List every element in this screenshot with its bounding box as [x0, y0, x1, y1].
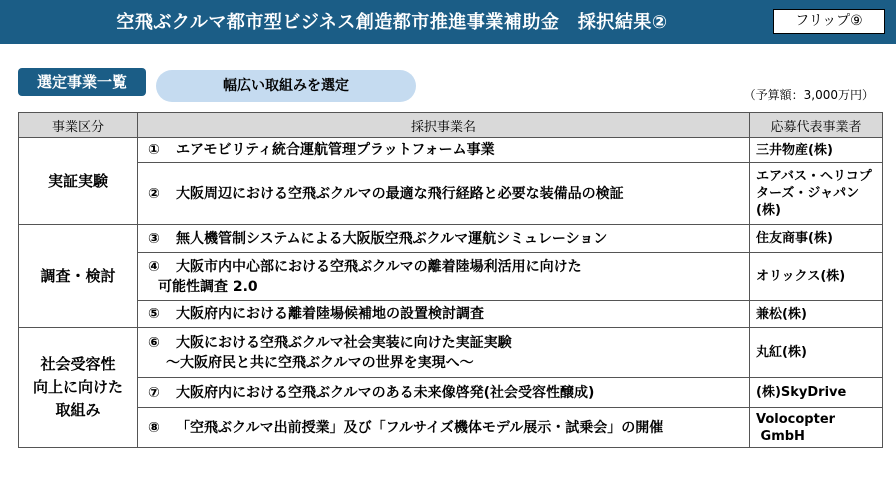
- project-number: ⑧: [148, 419, 160, 436]
- project-name: [138, 163, 750, 225]
- project-name: [138, 328, 750, 378]
- project-name: [138, 378, 750, 408]
- table-row: [19, 163, 883, 225]
- project-name: [138, 301, 750, 328]
- table-row: [19, 328, 883, 378]
- header-category: 事業区分: [19, 113, 138, 138]
- project-number: ⑦: [148, 384, 160, 401]
- project-subtitle: ～大阪府民と共に空飛ぶクルマの世界を実現へ～: [166, 354, 474, 371]
- project-title: 大阪周辺における空飛ぶクルマの最適な飛行経路と必要な装備品の検証: [176, 185, 624, 202]
- project-number: ⑤: [148, 306, 160, 322]
- project-number: ⑥: [148, 334, 160, 351]
- project-number: ②: [148, 185, 160, 202]
- applicant-name: 住友商事(株): [750, 225, 883, 253]
- applicant-name: 三井物産(株): [750, 138, 883, 163]
- page-title: 空飛ぶクルマ都市型ビジネス創造都市推進事業補助金 採択結果②: [116, 12, 668, 33]
- table-row: [19, 408, 883, 448]
- table-row: [19, 378, 883, 408]
- project-title: 無人機管制システムによる大阪版空飛ぶクルマ運航シミュレーション: [176, 230, 608, 247]
- category-demonstration: 実証実験: [19, 138, 138, 225]
- table-row: [19, 225, 883, 253]
- applicant-name: 兼松(株): [750, 301, 883, 328]
- applicant-name: Volocopter GmbH: [750, 408, 883, 448]
- header-project-name: 採択事業名: [138, 113, 750, 138]
- applicant-name: (株)SkyDrive: [750, 378, 883, 408]
- table-row: [19, 253, 883, 301]
- highlight-pill: 幅広い取組みを選定: [156, 70, 416, 102]
- project-title-continued: 可能性調査 2.0: [158, 278, 258, 295]
- table-header-row: [19, 113, 883, 138]
- project-number: ④: [148, 258, 160, 275]
- applicant-name: エアバス・ヘリコプ ターズ・ジャパン (株): [750, 163, 883, 225]
- project-name: [138, 253, 750, 301]
- header-bar: [0, 0, 896, 44]
- applicant-name: オリックス(株): [750, 253, 883, 301]
- project-title: 大阪における空飛ぶクルマ社会実装に向けた実証実験: [176, 334, 512, 351]
- flip-badge: フリップ⑨: [773, 9, 885, 34]
- table-row: [19, 138, 883, 163]
- project-number: ①: [148, 142, 160, 158]
- applicant-name: 丸紅(株): [750, 328, 883, 378]
- project-name: [138, 225, 750, 253]
- project-title: 「空飛ぶクルマ出前授業」及び「フルサイズ機体モデル展示・試乗会」の開催: [176, 419, 664, 436]
- selected-projects-table: [18, 112, 883, 448]
- project-name: [138, 408, 750, 448]
- category-social-acceptance: 社会受容性 向上に向けた 取組み: [19, 328, 138, 448]
- category-research: 調査・検討: [19, 225, 138, 328]
- header-applicant: 応募代表事業者: [750, 113, 883, 138]
- project-name: [138, 138, 750, 163]
- table-row: [19, 301, 883, 328]
- budget-note: （予算額：3,000万円）: [743, 88, 874, 102]
- section-tag: 選定事業一覧: [18, 68, 146, 96]
- project-title: エアモビリティ統合運航管理プラットフォーム事業: [176, 142, 495, 158]
- project-title: 大阪府内における空飛ぶクルマのある未来像啓発(社会受容性醸成): [176, 384, 595, 401]
- project-title: 大阪府内における離着陸場候補地の設置検討調査: [176, 306, 484, 322]
- project-title: 大阪市内中心部における空飛ぶクルマの離着陸場利活用に向けた: [176, 258, 582, 275]
- project-number: ③: [148, 230, 160, 247]
